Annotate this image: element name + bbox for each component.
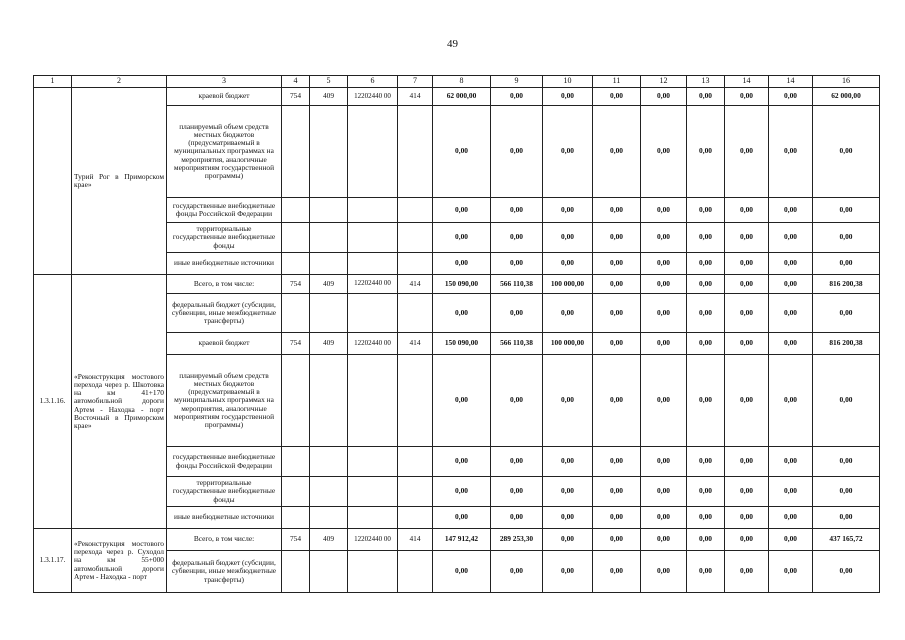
- amount-cell: 0,00: [491, 88, 543, 106]
- budget-code-c7: [398, 106, 433, 198]
- amount-cell: 0,00: [593, 529, 641, 551]
- amount-cell: 0,00: [491, 294, 543, 333]
- budget-code-c7: [398, 447, 433, 477]
- amount-cell: 0,00: [433, 447, 491, 477]
- amount-cell: 566 110,38: [491, 275, 543, 294]
- amount-cell: 0,00: [491, 507, 543, 529]
- amount-cell: 0,00: [725, 223, 769, 253]
- amount-cell: 0,00: [543, 477, 593, 507]
- budget-code-c6: [348, 477, 398, 507]
- amount-cell: 0,00: [769, 198, 813, 223]
- budget-code-c4: [282, 507, 310, 529]
- funding-source: Всего, в том числе:: [167, 275, 282, 294]
- budget-code-c7: 414: [398, 529, 433, 551]
- amount-cell: 0,00: [687, 447, 725, 477]
- budget-code-c5: 409: [310, 333, 348, 355]
- budget-code-c5: [310, 477, 348, 507]
- funding-source: иные внебюджетные источники: [167, 253, 282, 275]
- amount-cell: 0,00: [543, 529, 593, 551]
- amount-cell: 0,00: [813, 223, 880, 253]
- page-number: 49: [447, 38, 458, 50]
- amount-cell: 62 000,00: [813, 88, 880, 106]
- amount-cell: 0,00: [769, 447, 813, 477]
- amount-cell: 0,00: [543, 507, 593, 529]
- header-cell: 16: [813, 76, 880, 88]
- header-cell: 3: [167, 76, 282, 88]
- amount-cell: 289 253,30: [491, 529, 543, 551]
- header-cell: 9: [491, 76, 543, 88]
- header-cell: 11: [593, 76, 641, 88]
- budget-code-c7: [398, 294, 433, 333]
- funding-source: иные внебюджетные источники: [167, 507, 282, 529]
- amount-cell: 0,00: [687, 88, 725, 106]
- amount-cell: 147 912,42: [433, 529, 491, 551]
- header-cell: 4: [282, 76, 310, 88]
- amount-cell: 0,00: [813, 551, 880, 593]
- amount-cell: 0,00: [433, 507, 491, 529]
- budget-code-c4: [282, 253, 310, 275]
- budget-code-c4: [282, 355, 310, 447]
- header-cell: 14: [725, 76, 769, 88]
- amount-cell: 0,00: [641, 447, 687, 477]
- table-row: [34, 529, 880, 551]
- amount-cell: 0,00: [769, 477, 813, 507]
- item-number: [34, 88, 72, 275]
- budget-code-c4: [282, 223, 310, 253]
- amount-cell: 0,00: [641, 106, 687, 198]
- amount-cell: 0,00: [687, 529, 725, 551]
- budget-code-c6: [348, 106, 398, 198]
- table-row: [34, 88, 880, 106]
- budget-code-c6: [348, 355, 398, 447]
- header-cell: 12: [641, 76, 687, 88]
- amount-cell: 0,00: [433, 106, 491, 198]
- amount-cell: 0,00: [725, 355, 769, 447]
- budget-code-c6: [348, 447, 398, 477]
- amount-cell: 0,00: [593, 106, 641, 198]
- header-row: [34, 76, 880, 88]
- amount-cell: 0,00: [725, 529, 769, 551]
- amount-cell: 0,00: [593, 275, 641, 294]
- header-cell: 8: [433, 76, 491, 88]
- funding-source: государственные внебюджетные фонды Российской Федерации: [167, 198, 282, 223]
- amount-cell: 0,00: [543, 551, 593, 593]
- amount-cell: 0,00: [641, 275, 687, 294]
- budget-table: [33, 75, 880, 593]
- amount-cell: 0,00: [641, 551, 687, 593]
- amount-cell: 0,00: [725, 253, 769, 275]
- budget-code-c5: [310, 551, 348, 593]
- amount-cell: 0,00: [593, 88, 641, 106]
- budget-code-c7: [398, 551, 433, 593]
- amount-cell: 0,00: [725, 507, 769, 529]
- budget-code-c6: [348, 551, 398, 593]
- header-cell: 1: [34, 76, 72, 88]
- budget-code-c6: 12202440 00: [348, 275, 398, 294]
- amount-cell: 0,00: [813, 198, 880, 223]
- item-number: 1.3.1.17.: [34, 529, 72, 593]
- budget-code-c6: [348, 223, 398, 253]
- budget-code-c5: 409: [310, 275, 348, 294]
- budget-code-c7: [398, 507, 433, 529]
- amount-cell: 437 165,72: [813, 529, 880, 551]
- budget-code-c6: 12202440 00: [348, 333, 398, 355]
- amount-cell: 566 110,38: [491, 333, 543, 355]
- amount-cell: 150 090,00: [433, 275, 491, 294]
- amount-cell: 816 200,38: [813, 333, 880, 355]
- amount-cell: 0,00: [593, 507, 641, 529]
- amount-cell: 0,00: [687, 477, 725, 507]
- budget-code-c7: [398, 198, 433, 223]
- funding-source: краевой бюджет: [167, 88, 282, 106]
- table-row: [34, 275, 880, 294]
- amount-cell: 0,00: [491, 447, 543, 477]
- funding-source: Всего, в том числе:: [167, 529, 282, 551]
- item-name: «Реконструкция мостового перехода через р. Шкотовка на км 41+170 автомобильной дороги Артем - Находка - порт Восточный в Приморском крае»: [72, 275, 167, 529]
- amount-cell: 0,00: [813, 355, 880, 447]
- amount-cell: 0,00: [543, 106, 593, 198]
- amount-cell: 0,00: [433, 551, 491, 593]
- amount-cell: 0,00: [433, 477, 491, 507]
- amount-cell: 0,00: [687, 275, 725, 294]
- amount-cell: 0,00: [725, 106, 769, 198]
- amount-cell: 0,00: [813, 253, 880, 275]
- budget-code-c5: [310, 253, 348, 275]
- funding-source: территориальные государственные внебюджетные фонды: [167, 477, 282, 507]
- amount-cell: 0,00: [593, 355, 641, 447]
- amount-cell: 0,00: [543, 294, 593, 333]
- amount-cell: 0,00: [593, 223, 641, 253]
- budget-code-c7: 414: [398, 275, 433, 294]
- amount-cell: 0,00: [813, 507, 880, 529]
- amount-cell: 0,00: [687, 198, 725, 223]
- amount-cell: 0,00: [725, 447, 769, 477]
- amount-cell: 0,00: [769, 529, 813, 551]
- budget-code-c7: 414: [398, 333, 433, 355]
- budget-code-c4: [282, 106, 310, 198]
- amount-cell: 0,00: [433, 253, 491, 275]
- funding-source: федеральный бюджет (субсидии, субвенции, иные межбюджетные трансферты): [167, 551, 282, 593]
- amount-cell: 0,00: [543, 198, 593, 223]
- budget-code-c4: [282, 294, 310, 333]
- budget-code-c4: 754: [282, 88, 310, 106]
- amount-cell: 0,00: [543, 355, 593, 447]
- header-cell: 5: [310, 76, 348, 88]
- header-cell: 10: [543, 76, 593, 88]
- budget-code-c5: [310, 223, 348, 253]
- amount-cell: 0,00: [593, 198, 641, 223]
- amount-cell: 0,00: [543, 223, 593, 253]
- budget-code-c4: 754: [282, 275, 310, 294]
- budget-code-c4: [282, 198, 310, 223]
- amount-cell: 0,00: [593, 253, 641, 275]
- amount-cell: 0,00: [641, 198, 687, 223]
- budget-code-c4: 754: [282, 529, 310, 551]
- header-cell: 6: [348, 76, 398, 88]
- header-cell: 2: [72, 76, 167, 88]
- amount-cell: 0,00: [769, 507, 813, 529]
- amount-cell: 0,00: [641, 294, 687, 333]
- budget-code-c7: [398, 355, 433, 447]
- amount-cell: 0,00: [543, 447, 593, 477]
- amount-cell: 0,00: [641, 88, 687, 106]
- header-cell: 7: [398, 76, 433, 88]
- amount-cell: 0,00: [491, 551, 543, 593]
- amount-cell: 0,00: [491, 198, 543, 223]
- budget-code-c4: [282, 477, 310, 507]
- amount-cell: 0,00: [725, 294, 769, 333]
- amount-cell: 0,00: [813, 106, 880, 198]
- funding-source: планируемый объем средств местных бюджетов (предусматриваемый в муниципальных программах на мероприятия, аналогичные мероприятиям государственной программы): [167, 355, 282, 447]
- budget-code-c7: [398, 253, 433, 275]
- amount-cell: 100 000,00: [543, 275, 593, 294]
- budget-code-c5: 409: [310, 529, 348, 551]
- funding-source: государственные внебюджетные фонды Российской Федерации: [167, 447, 282, 477]
- amount-cell: 100 000,00: [543, 333, 593, 355]
- amount-cell: 0,00: [769, 88, 813, 106]
- amount-cell: 0,00: [687, 507, 725, 529]
- budget-code-c7: [398, 477, 433, 507]
- amount-cell: 0,00: [769, 275, 813, 294]
- amount-cell: 0,00: [769, 355, 813, 447]
- funding-source: территориальные государственные внебюджетные фонды: [167, 223, 282, 253]
- amount-cell: 0,00: [725, 477, 769, 507]
- amount-cell: 0,00: [769, 333, 813, 355]
- budget-code-c5: [310, 507, 348, 529]
- amount-cell: 0,00: [687, 551, 725, 593]
- budget-code-c4: 754: [282, 333, 310, 355]
- amount-cell: 0,00: [593, 294, 641, 333]
- amount-cell: 0,00: [725, 333, 769, 355]
- amount-cell: 0,00: [725, 275, 769, 294]
- amount-cell: 0,00: [687, 106, 725, 198]
- budget-code-c7: 414: [398, 88, 433, 106]
- budget-code-c5: [310, 106, 348, 198]
- amount-cell: 0,00: [641, 355, 687, 447]
- amount-cell: 816 200,38: [813, 275, 880, 294]
- item-name: «Реконструкция мостового перехода через р. Суходол на км 55+000 автомобильной дороги Артем - Находка - порт: [72, 529, 167, 593]
- amount-cell: 0,00: [769, 253, 813, 275]
- budget-code-c6: [348, 253, 398, 275]
- amount-cell: 0,00: [687, 355, 725, 447]
- budget-code-c6: [348, 198, 398, 223]
- amount-cell: 0,00: [813, 294, 880, 333]
- funding-source: планируемый объем средств местных бюджетов (предусматриваемый в муниципальных программах на мероприятия, аналогичные мероприятиям государственной программы): [167, 106, 282, 198]
- amount-cell: 0,00: [433, 355, 491, 447]
- amount-cell: 0,00: [491, 253, 543, 275]
- amount-cell: 0,00: [725, 551, 769, 593]
- header-cell: 13: [687, 76, 725, 88]
- amount-cell: 150 090,00: [433, 333, 491, 355]
- budget-code-c5: [310, 294, 348, 333]
- budget-code-c5: [310, 198, 348, 223]
- amount-cell: 0,00: [491, 223, 543, 253]
- amount-cell: 0,00: [433, 223, 491, 253]
- amount-cell: 0,00: [491, 106, 543, 198]
- budget-code-c6: 12202440 00: [348, 88, 398, 106]
- amount-cell: 0,00: [593, 477, 641, 507]
- budget-code-c6: 12202440 00: [348, 529, 398, 551]
- amount-cell: 0,00: [543, 253, 593, 275]
- budget-code-c5: [310, 355, 348, 447]
- amount-cell: 0,00: [687, 253, 725, 275]
- amount-cell: 0,00: [641, 477, 687, 507]
- budget-code-c6: [348, 507, 398, 529]
- amount-cell: 0,00: [769, 551, 813, 593]
- budget-code-c4: [282, 551, 310, 593]
- budget-code-c7: [398, 223, 433, 253]
- amount-cell: 0,00: [433, 198, 491, 223]
- amount-cell: 0,00: [725, 198, 769, 223]
- funding-source: федеральный бюджет (субсидии, субвенции, иные межбюджетные трансферты): [167, 294, 282, 333]
- amount-cell: 0,00: [491, 477, 543, 507]
- amount-cell: 0,00: [641, 253, 687, 275]
- amount-cell: 0,00: [687, 333, 725, 355]
- header-cell: 14: [769, 76, 813, 88]
- amount-cell: 0,00: [543, 88, 593, 106]
- item-name: Турий Рог в Приморском крае»: [72, 88, 167, 275]
- amount-cell: 0,00: [769, 294, 813, 333]
- amount-cell: 0,00: [769, 223, 813, 253]
- item-number: 1.3.1.16.: [34, 275, 72, 529]
- amount-cell: 0,00: [813, 477, 880, 507]
- amount-cell: 0,00: [769, 106, 813, 198]
- amount-cell: 0,00: [593, 447, 641, 477]
- budget-code-c4: [282, 447, 310, 477]
- amount-cell: 0,00: [725, 88, 769, 106]
- amount-cell: 0,00: [687, 294, 725, 333]
- amount-cell: 0,00: [813, 447, 880, 477]
- amount-cell: 0,00: [641, 333, 687, 355]
- budget-code-c5: 409: [310, 88, 348, 106]
- amount-cell: 0,00: [641, 507, 687, 529]
- amount-cell: 0,00: [593, 551, 641, 593]
- amount-cell: 0,00: [641, 529, 687, 551]
- budget-code-c6: [348, 294, 398, 333]
- amount-cell: 0,00: [687, 223, 725, 253]
- budget-code-c5: [310, 447, 348, 477]
- funding-source: краевой бюджет: [167, 333, 282, 355]
- amount-cell: 0,00: [641, 223, 687, 253]
- amount-cell: 0,00: [593, 333, 641, 355]
- amount-cell: 62 000,00: [433, 88, 491, 106]
- amount-cell: 0,00: [433, 294, 491, 333]
- amount-cell: 0,00: [491, 355, 543, 447]
